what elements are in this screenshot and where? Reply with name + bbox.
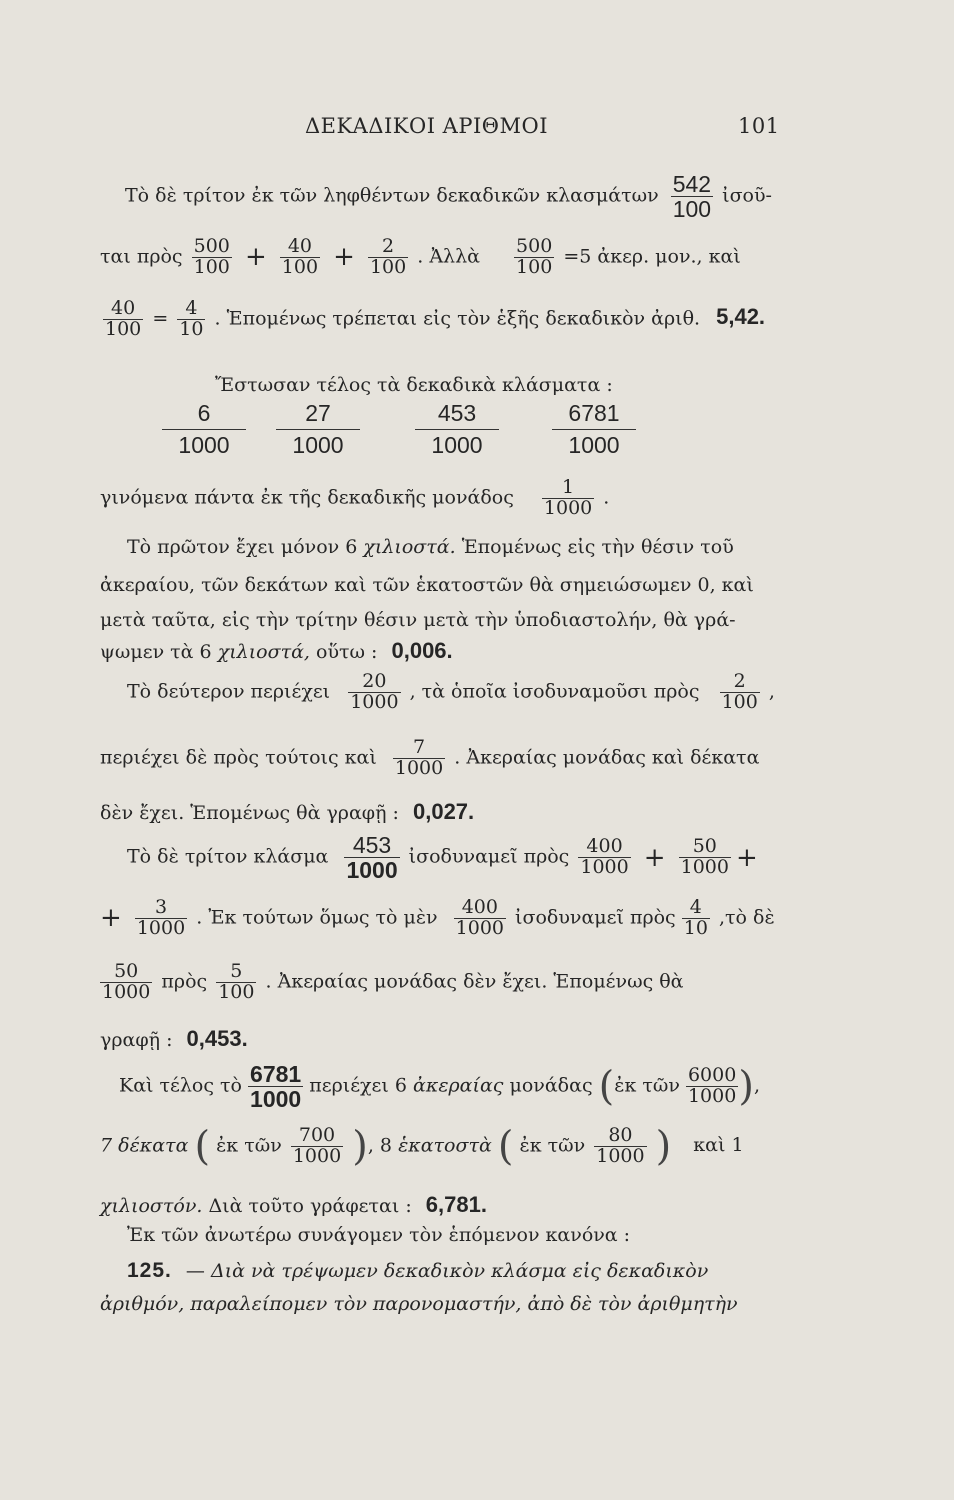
fraction: $\frac{500}{100}$	[516, 235, 553, 278]
line-20: Ἐκ τῶν ἀνωτέρω συνάγομεν τὸν ἑπόμενον κανόνα :	[127, 1224, 631, 1246]
fraction: $\frac{50}{1000}$	[680, 835, 729, 879]
fraction: $\frac{1}{1000}$	[543, 476, 593, 519]
line-10: Τὸ δεύτερον περιέχει $\frac{20}{1000}$ , τὰ ὁποῖα ἰσοδυναμοῦσι πρὸς $\frac{2}{100}$ ,	[127, 670, 775, 713]
line-15: $\frac{50}{1000}$ πρὸς $\frac{5}{100}$ . Ἀκεραίας μονάδας δὲν ἔχει. Ἑπομένως θὰ	[102, 960, 684, 1003]
fraction-453-1000: 453 1000	[415, 400, 499, 459]
fraction-453-1000: $\frac{453}{1000}$	[346, 832, 398, 884]
line-19: χιλιοστόν. Διὰ τοῦτο γράφεται : 6,781.	[100, 1192, 487, 1217]
line-12: δὲν ἔχει. Ἑπομένως θὰ γραφῇ : 0,027.	[100, 799, 475, 824]
line-14: + $\frac{3}{1000}$ . Ἐκ τούτων ὅμως τὸ μὲν $\frac{400}{1000}$ ἰσοδυναμεῖ πρὸς $\frac{4}{10}$ ,τὸ δὲ	[100, 896, 775, 939]
fraction: $\frac{500}{100}$	[193, 235, 230, 278]
fraction: $\frac{4}{10}$	[179, 297, 204, 340]
line-17: Καὶ τέλος τὸ $\frac{6781}{1000}$ περιέχει 6 ἀκεραίας μονάδας (ἐκ τῶν $\frac{6000}{1000}$ ),	[119, 1061, 760, 1113]
fraction-6781-1000: $\frac{6781}{1000}$	[250, 1061, 302, 1113]
result-value: 0,027.	[412, 799, 475, 824]
fraction: $\frac{80}{1000}$	[596, 1124, 645, 1167]
line-6: Τὸ πρῶτον ἔχει μόνον 6 χιλιοστά. Ἑπομένως εἰς τὴν θέσιν τοῦ	[127, 536, 734, 558]
result-value: 0,453.	[186, 1026, 248, 1051]
line-9: ψωμεν τὰ 6 χιλιοστά, οὕτω : 0,006.	[100, 638, 453, 663]
fraction: $\frac{7}{1000}$	[394, 736, 444, 779]
line-16: γραφῇ : 0,453.	[100, 1026, 248, 1051]
line-2: ται πρὸς $\frac{500}{100}$ + $\frac{40}{100}$ + $\frac{2}{100}$ . Ἀλλὰ $\frac{500}{100}$ =5 ἀκερ. μον., καὶ	[100, 235, 741, 278]
section-number: 125.	[127, 1259, 172, 1282]
line-22: ἀριθμόν, παραλείπομεν τὸν παρονομαστήν, ἀπὸ δὲ τὸν ἀριθμητὴν	[100, 1293, 738, 1315]
result-value: 0,006.	[391, 638, 453, 663]
line-13: Τὸ δὲ τρίτον κλάσμα $\frac{453}{1000}$ ἰσοδυναμεῖ πρὸς $\frac{400}{1000}$ + $\frac{50}{1000}$ +	[127, 832, 758, 884]
line-7: ἀκεραίου, τῶν δεκάτων καὶ τῶν ἑκατοστῶν θὰ σημειώσωμεν 0, καὶ	[100, 574, 754, 596]
fraction-6781-1000: 6781 1000	[552, 400, 636, 459]
line-18: 7 δέκατα ( ἐκ τῶν $\frac{700}{1000}$ ), 8 ἑκατοστὰ ( ἐκ τῶν $\frac{80}{1000}$ ) καὶ 1	[100, 1123, 744, 1170]
fraction: $\frac{700}{1000}$	[292, 1124, 342, 1167]
line-21: 125. — Διὰ νὰ τρέψωμεν δεκαδικὸν κλάσμα εἰς δεκαδικὸν	[127, 1259, 709, 1282]
fraction-27-1000: 27 1000	[276, 400, 360, 459]
line-1: Τὸ δὲ τρίτον ἐκ τῶν ληφθέντων δεκαδικῶν κλασμάτων $\frac{542}{100}$ ἰσοῦ-	[125, 171, 772, 223]
line-3: $\frac{40}{100}$ = $\frac{4}{10}$ . Ἑπομένως τρέπεται εἰς τὸν ἑξῆς δεκαδικὸν ἀριθ. 5,42.	[105, 297, 766, 340]
fraction-542-100: $\frac{542}{100}$	[672, 171, 712, 223]
fraction: $\frac{400}{1000}$	[580, 835, 629, 879]
fraction: $\frac{20}{1000}$	[350, 670, 399, 713]
fraction-6-1000: 6 1000	[162, 400, 246, 459]
running-header-title: ΔΕΚΑΔΙΚΟΙ ΑΡΙΘΜΟΙ	[305, 114, 549, 138]
fraction: $\frac{3}{1000}$	[136, 896, 186, 939]
line-8: μετὰ ταῦτα, εἰς τὴν τρίτην θέσιν μετὰ τὴν ὑποδιαστολήν, θὰ γρά-	[100, 609, 736, 631]
line-11: περιέχει δὲ πρὸς τούτοις καὶ $\frac{7}{1000}$ . Ἀκεραίας μονάδας καὶ δέκατα	[100, 736, 760, 779]
fraction: $\frac{400}{1000}$	[455, 896, 504, 939]
page-number: 101	[738, 114, 780, 138]
fraction: $\frac{6000}{1000}$	[687, 1064, 737, 1108]
fraction: $\frac{50}{1000}$	[102, 960, 151, 1003]
fraction: $\frac{40}{100}$	[105, 297, 142, 340]
line-5: γινόμενα πάντα ἐκ τῆς δεκαδικῆς μονάδος $\frac{1}{1000}$ .	[100, 476, 610, 519]
fraction: $\frac{2}{100}$	[369, 235, 407, 278]
result-value: 6,781.	[425, 1192, 487, 1217]
fraction: $\frac{40}{100}$	[281, 235, 319, 278]
line-4: Ἔστωσαν τέλος τὰ δεκαδικὰ κλάσματα :	[215, 374, 613, 396]
result-value: 5,42.	[716, 304, 766, 330]
fraction: $\frac{5}{100}$	[218, 960, 255, 1003]
fraction: $\frac{2}{100}$	[721, 670, 758, 713]
fraction: $\frac{4}{10}$	[683, 896, 708, 939]
